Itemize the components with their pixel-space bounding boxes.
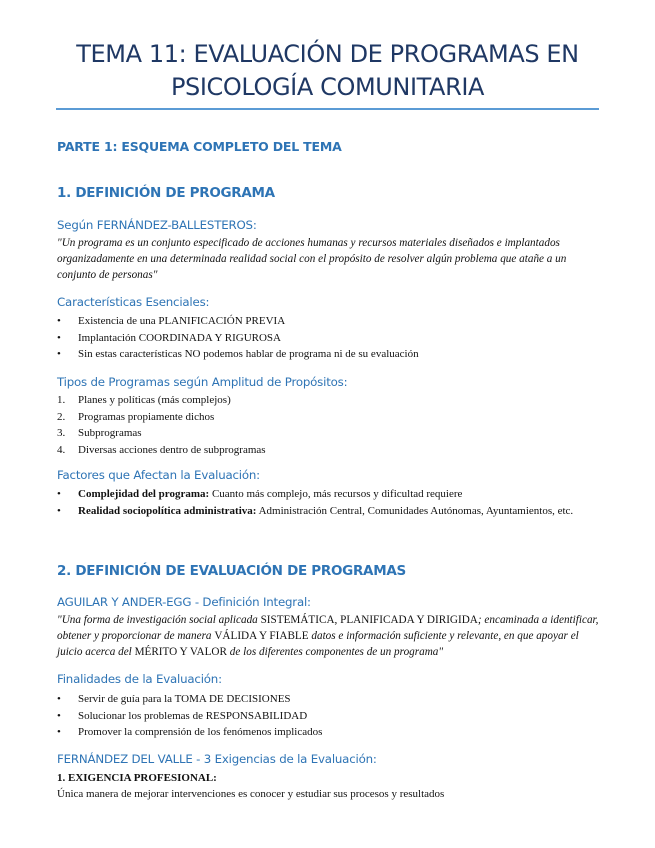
program-types-heading: Tipos de Programas según Amplitud de Propósitos:	[57, 375, 348, 389]
list-item: 2. Programas propiamente dichos	[57, 410, 215, 423]
purposes-heading: Finalidades de la Evaluación:	[57, 672, 222, 686]
list-item: • Complejidad del programa: Cuanto más complejo, más recursos y dificultad requiere	[57, 486, 602, 503]
characteristics-heading: Características Esenciales:	[57, 295, 210, 309]
title-line-2: PSICOLOGÍA COMUNITARIA	[170, 73, 485, 101]
list-item: • Implantación COORDINADA Y RIGUROSA	[57, 330, 602, 347]
section-2-quote: "Una forma de investigación social aplicada SISTEMÁTICA, PLANIFICADA Y DIRIGIDA; encaminada a identificar, obtener y proporcionar de manera VÁLIDA Y FIABLE datos e información suficiente y relevante, en que apoyar el juicio acerca del MÉRITO Y VALOR de los diferentes componentes de un programa"	[57, 614, 599, 658]
purposes-list	[57, 691, 602, 741]
part-heading: PARTE 1: ESQUEMA COMPLETO DEL TEMA	[57, 139, 342, 154]
list-item: • Servir de guía para la TOMA DE DECISIONES	[57, 691, 602, 708]
section-1-author-heading: Según FERNÁNDEZ-BALLESTEROS:	[57, 218, 257, 232]
list-item: • Existencia de una PLANIFICACIÓN PREVIA	[57, 313, 602, 330]
title-line-1: TEMA 11: EVALUACIÓN DE PROGRAMAS EN	[76, 40, 579, 68]
requirement-1-label: 1. EXIGENCIA PROFESIONAL:	[57, 772, 217, 784]
section-2-author-heading: AGUILAR Y ANDER-EGG - Definición Integral:	[57, 595, 311, 609]
factors-list	[57, 486, 602, 519]
list-item: • Sin estas características NO podemos hablar de programa ni de su evaluación	[57, 346, 602, 363]
factors-heading: Factores que Afectan la Evaluación:	[57, 468, 260, 482]
list-item: 1. Planes y políticas (más complejos)	[57, 394, 231, 406]
title-underline	[56, 108, 599, 110]
list-item: • Promover la comprensión de los fenómenos implicados	[57, 724, 602, 741]
program-types-list	[57, 392, 602, 458]
document-title	[40, 38, 615, 104]
section-2-heading: 2. DEFINICIÓN DE EVALUACIÓN DE PROGRAMAS	[57, 563, 406, 579]
requirements-heading: FERNÁNDEZ DEL VALLE - 3 Exigencias de la Evaluación:	[57, 752, 377, 766]
list-item: • Solucionar los problemas de RESPONSABILIDAD	[57, 708, 602, 725]
list-item: 4. Diversas acciones dentro de subprogramas	[57, 443, 266, 456]
list-item: • Realidad sociopolítica administrativa: Administración Central, Comunidades Autónomas, Ayuntamientos, etc.	[57, 503, 602, 520]
section-1-quote: "Un programa es un conjunto especificado de acciones humanas y recursos materiales diseñados e implantados organizadamente en una determinada realidad social con el propósito de resolver algún problema que atañe a un conjunto de personas"	[57, 237, 567, 281]
characteristics-list	[57, 313, 602, 363]
section-1-heading: 1. DEFINICIÓN DE PROGRAMA	[57, 185, 275, 201]
requirement-1-text: Única manera de mejorar intervenciones es conocer y estudiar sus procesos y resultados	[57, 788, 445, 800]
list-item: 3. Subprogramas	[57, 427, 142, 439]
